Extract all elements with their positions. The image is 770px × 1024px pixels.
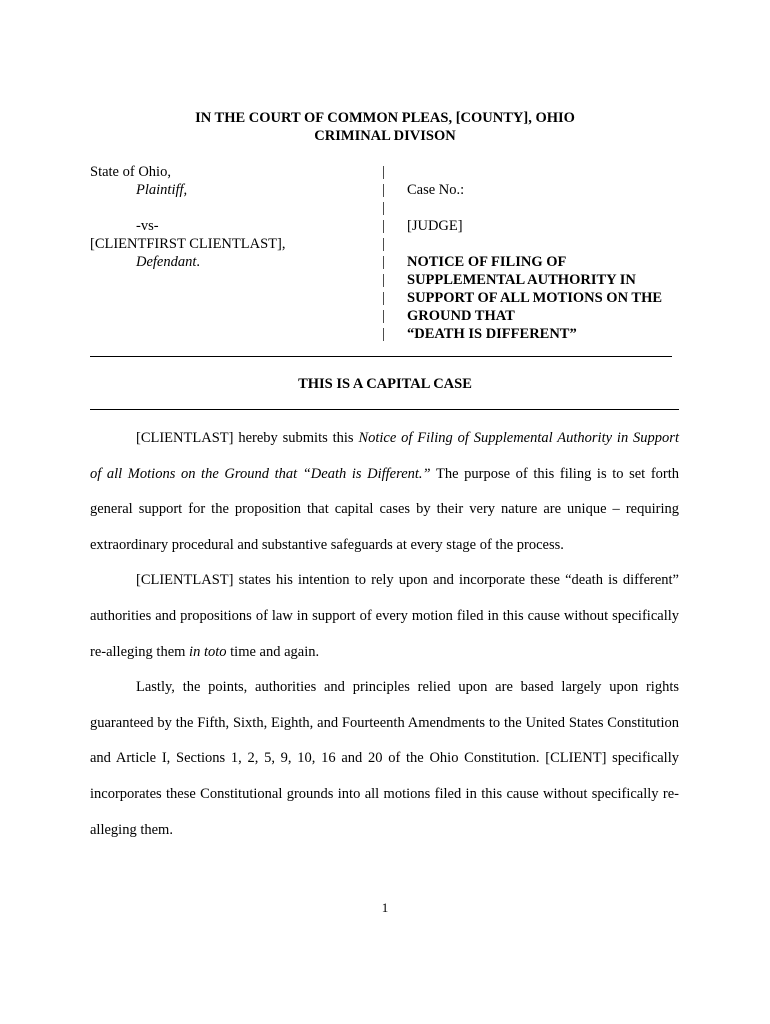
page-number: 1 (381, 900, 389, 915)
caption-parties (90, 163, 380, 271)
defendant-role: Defendant. (136, 254, 201, 270)
notice-title-line: SUPPLEMENTAL AUTHORITY IN (407, 272, 636, 288)
capital-case-heading: THIS IS A CAPITAL CASE (298, 376, 472, 392)
caption-case-info (407, 163, 687, 343)
heading-rule (90, 409, 679, 410)
plaintiff-role: Plaintiff, (136, 182, 188, 198)
versus: -vs- (136, 218, 159, 234)
judge: [JUDGE] (407, 218, 463, 234)
court-division: CRIMINAL DIVISON (314, 128, 456, 144)
notice-title-line: “DEATH IS DIFFERENT” (407, 326, 577, 342)
case-number: Case No.: (407, 182, 465, 198)
paragraph-2: [CLIENTLAST] states his intention to rely upon and incorporate these “death is different” authorities and propositions of law in support of every motion filed in this cause without specifically re-alleging them in toto time and again. (90, 572, 679, 660)
caption-rule (90, 356, 672, 357)
notice-title-line: SUPPORT OF ALL MOTIONS ON THE (407, 290, 663, 306)
plaintiff-name: State of Ohio, (90, 164, 171, 180)
notice-title-line: NOTICE OF FILING OF (407, 254, 567, 270)
notice-title-line: GROUND THAT (407, 308, 515, 324)
court-name: IN THE COURT OF COMMON PLEAS, [COUNTY], OHIO (195, 110, 575, 126)
body-text (90, 421, 679, 848)
court-heading (0, 109, 770, 145)
paragraph-1: [CLIENTLAST] hereby submits this Notice of Filing of Supplemental Authority in Support of all Motions on the Ground that “Death is Different.” The purpose of this filing is to set forth general support for the proposition that capital cases by their very nature are unique – requiring extraordinary procedural and substantive safeguards at every stage of the process. (90, 430, 680, 553)
defendant-name: [CLIENTFIRST CLIENTLAST], (90, 236, 286, 252)
caption-divider: | | | | | | | | | | (382, 164, 385, 342)
paragraph-3: Lastly, the points, authorities and principles relied upon are based largely upon rights guaranteed by the Fifth, Sixth, Eighth, and Fourteenth Amendments to the United States Constitution and Article I, Sections 1, 2, 5, 9, 10, 16 and 20 of the Ohio Constitution. [CLIENT] specifically incorporates these Constitutional grounds into all motions filed in this cause without specifically re-alleging them. (90, 679, 679, 838)
